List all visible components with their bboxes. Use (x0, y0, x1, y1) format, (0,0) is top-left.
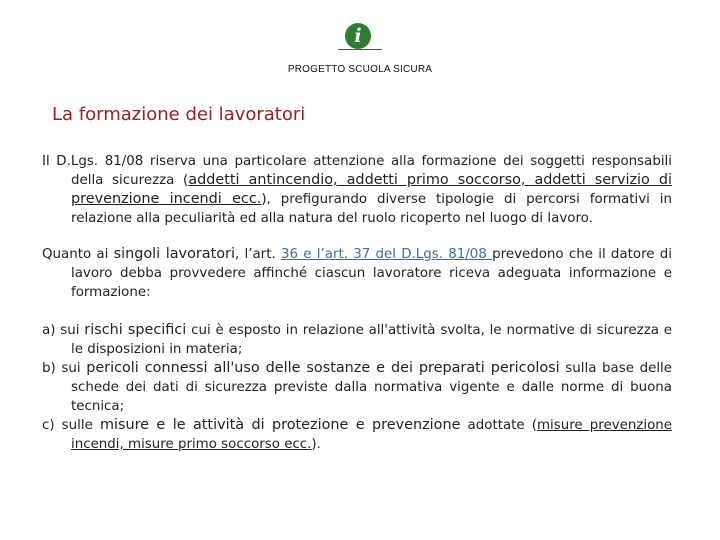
list-item-emphasis: misure e le attività di protezione e prevenzione (99, 417, 461, 433)
list-item-emphasis: rischi specifici (84, 322, 187, 338)
list-marker: a) (42, 323, 56, 338)
page-title: La formazione dei lavoratori (52, 104, 306, 125)
info-icon: i (345, 23, 371, 49)
obligations-list (42, 321, 672, 454)
body-content (42, 152, 672, 454)
project-label: PROGETTO SCUOLA SICURA (287, 64, 433, 75)
list-item-text-end: sulla base delle schede dei dati di sicurezza previste dalla normativa vigente e dalle norme di buona tecnica; (71, 361, 673, 414)
info-logo (338, 22, 382, 52)
workers-text: Quanto ai (42, 247, 114, 262)
intro-text: Il D.Lgs. 81/08 riserva una particolare attenzione alla formazione dei soggetti responsabili della sicurezza ( (42, 154, 672, 188)
list-item-text: sui (55, 361, 87, 376)
list-item (42, 416, 672, 454)
list-item-text-end: ). (311, 437, 321, 452)
list-item (42, 321, 672, 359)
list-item (42, 359, 672, 416)
list-marker: c) (42, 418, 55, 433)
logo-underline (338, 49, 382, 50)
intro-paragraph (42, 152, 672, 228)
list-item-text: sui (55, 323, 85, 338)
list-item-emphasis: pericoli connessi all'uso delle sostanze e dei preparati pericolosi (86, 360, 560, 376)
workers-emphasis: singoli lavoratori (113, 246, 235, 262)
list-item-text: sulle (54, 418, 100, 433)
list-marker: b) (42, 361, 56, 376)
workers-text-mid: , l’art. (234, 247, 281, 262)
workers-paragraph (42, 245, 672, 302)
workers-text-end: prevedono che il datore di lavoro debba provvedere affinché ciascun lavoratore riceva adeguata informazione e formazione: (71, 247, 672, 300)
list-item-text-mid: adottate ( (460, 418, 537, 433)
responsible-roles-text: addetti antincendio, addetti primo soccorso, addetti servizio di prevenzione incendi ecc. (71, 172, 672, 207)
intro-text-end: ), prefigurando diverse tipologie di percorsi formativi in relazione alla peculiarità ed alla natura del ruolo ricoperto nel luogo di lavoro. (71, 192, 672, 226)
measures-underlined: misure prevenzione incendi, misure primo soccorso ecc. (71, 418, 673, 452)
law-articles-link[interactable]: 36 e l’art. 37 del D.Lgs. 81/08 (280, 247, 493, 262)
list-item-text-end: cui è esposto in relazione all'attività svolta, le normative di sicurezza e le disposizioni in materia; (71, 323, 673, 357)
